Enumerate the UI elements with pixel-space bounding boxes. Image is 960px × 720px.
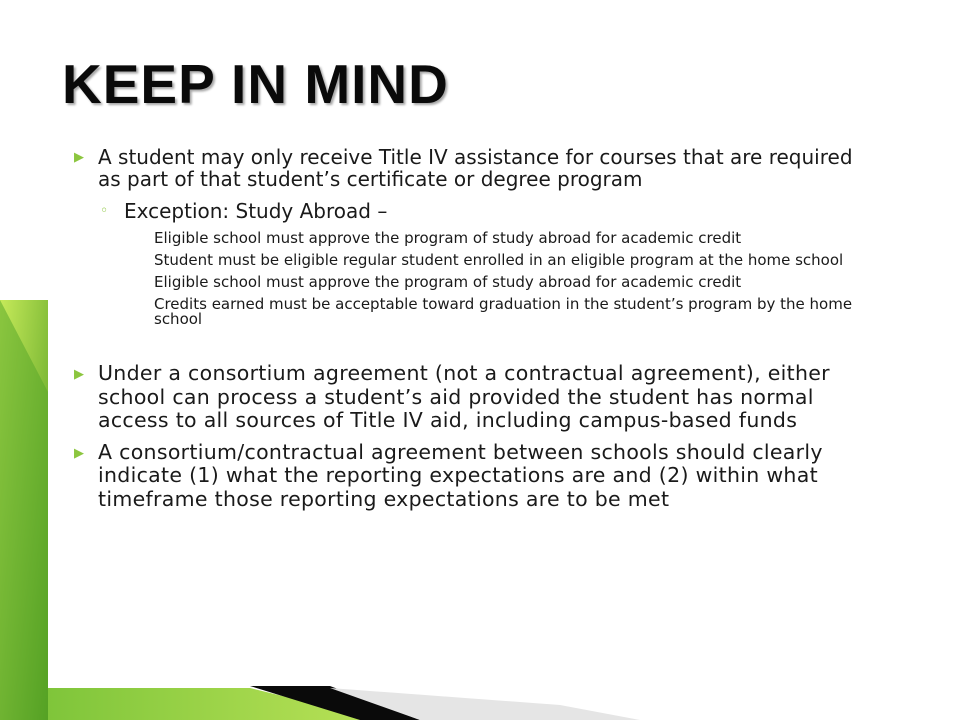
triangle-right-icon: ▶ <box>74 150 84 165</box>
bullet-item <box>74 441 874 512</box>
bullet-item <box>74 362 874 433</box>
sub-bullet-text: Exception: Study Abroad – <box>124 199 388 223</box>
small-circle-icon: ◦ <box>100 203 109 219</box>
detail-item: Eligible school must approve the program of study abroad for academic credit <box>154 273 742 291</box>
bullet-item <box>74 146 874 190</box>
sub-bullet-item <box>74 200 874 222</box>
bullet-text: A consortium/contractual agreement between schools should clearly indicate (1) what the reporting expectations are and (2) within what timeframe those reporting expectations are to be met <box>98 439 823 511</box>
detail-item: Eligible school must approve the program of study abroad for academic credit <box>154 229 742 247</box>
bullet-text: A student may only receive Title IV assistance for courses that are required as part of that student’s certificate or degree program <box>98 145 853 191</box>
slide-body <box>74 146 874 519</box>
bullet-text: Under a consortium agreement (not a contractual agreement), either school can process a student’s aid provided the student has normal access to all sources of Title IV aid, including campus-based funds <box>98 361 830 432</box>
detail-item: Student must be eligible regular student enrolled in an eligible program at the home school <box>154 251 844 269</box>
slide-title: KEEP IN MIND <box>62 53 449 115</box>
triangle-right-icon: ▶ <box>74 367 85 382</box>
detail-item: Credits earned must be acceptable toward graduation in the student’s program by the home school <box>154 295 853 328</box>
triangle-right-icon: ▶ <box>74 445 85 461</box>
